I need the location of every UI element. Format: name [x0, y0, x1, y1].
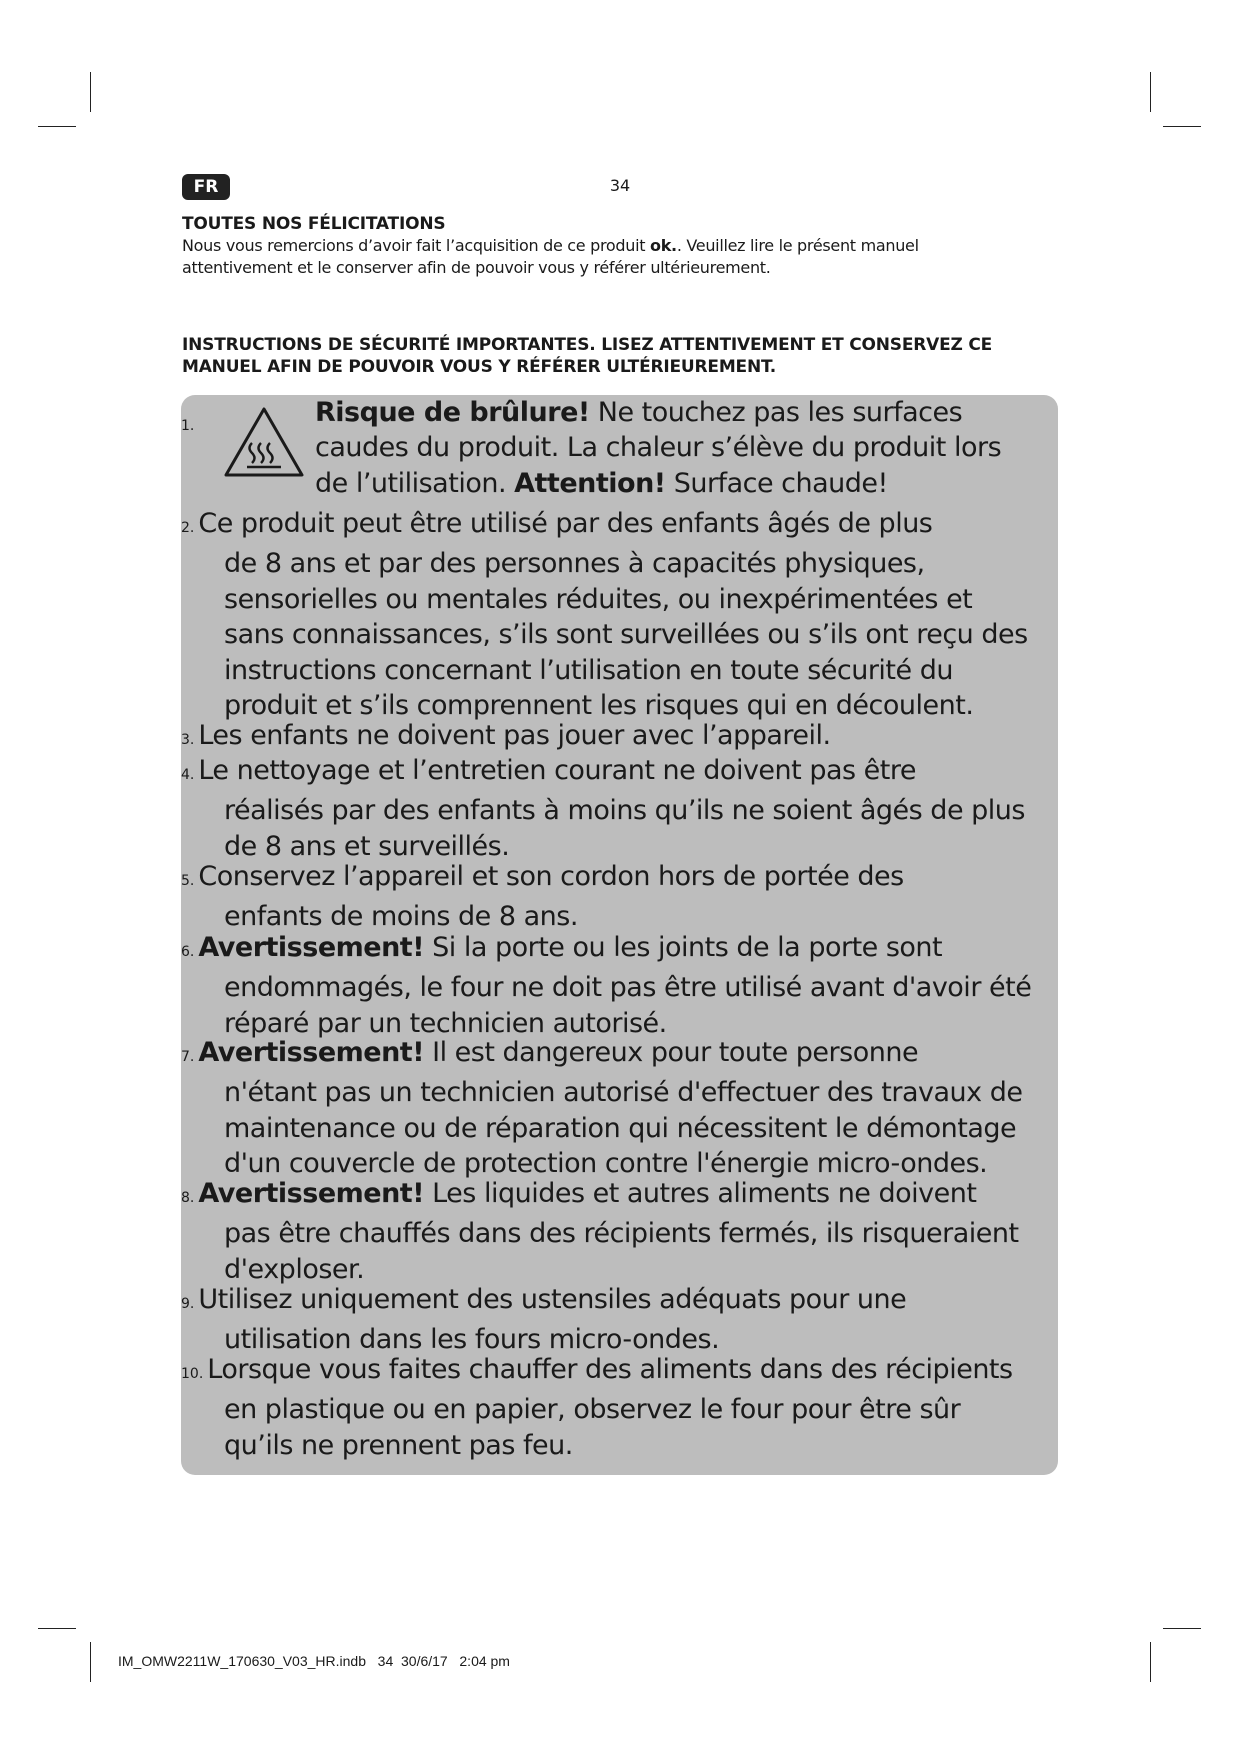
- item-text: Le nettoyage et l’entretien courant ne doivent pas être: [198, 755, 916, 786]
- item-line: produit et s’ils comprennent les risques qui en découlent.: [224, 690, 974, 722]
- item-line: [181, 753, 1058, 793]
- crop-mark: [1163, 1628, 1201, 1629]
- safety-item-9: [181, 1282, 1058, 1358]
- item-text: Utilisez uniquement des ustensiles adéquats pour une: [198, 1284, 907, 1315]
- item-line: n'étant pas un technicien autorisé d'effectuer des travaux de: [224, 1077, 1023, 1109]
- item-line: réparé par un technicien autorisé.: [224, 1007, 667, 1039]
- print-file-info: IM_OMW2211W_170630_V03_HR.indb 34 30/6/17 2:04 pm: [118, 1653, 510, 1669]
- intro-text-line: attentivement et le conserver afin de pouvoir vous y référer ultérieurement.: [182, 258, 771, 277]
- intro-text-part: Nous vous remercions d’avoir fait l’acquisition de ce produit: [182, 236, 650, 255]
- crop-mark: [1150, 72, 1151, 112]
- item-line: [181, 1352, 1058, 1392]
- item-line: [315, 466, 1055, 501]
- crop-mark: [90, 1642, 91, 1682]
- safety-item-7: [181, 1035, 1058, 1182]
- safety-instructions-heading: [182, 334, 1062, 378]
- item-bold: Avertissement!: [198, 1037, 425, 1068]
- item-line: en plastique ou en papier, observez le four pour être sûr: [224, 1394, 961, 1426]
- item-number: 1.: [181, 418, 195, 434]
- item-line: utilisation dans les fours micro-ondes.: [224, 1324, 720, 1356]
- item-number: 9.: [181, 1296, 195, 1312]
- item-line: qu’ils ne prennent pas feu.: [224, 1429, 573, 1461]
- safety-item-4: [181, 753, 1058, 864]
- item-text: Il est dangereux pour toute personne: [424, 1037, 919, 1068]
- intro-text-part: . Veuillez lire le présent manuel: [676, 236, 919, 255]
- crop-mark: [1163, 126, 1201, 127]
- item-line: [315, 395, 1055, 430]
- item-text: Ce produit peut être utilisé par des enfants âgés de plus: [198, 508, 933, 539]
- crop-mark: [38, 126, 76, 127]
- safety-item-1: [315, 395, 1055, 501]
- safety-warning-panel: [181, 395, 1058, 1475]
- item-text: de l’utilisation.: [315, 467, 515, 499]
- item-number: 7.: [181, 1049, 195, 1065]
- item-number: 10.: [181, 1366, 204, 1382]
- item-number: 6.: [181, 944, 195, 960]
- item-line: [181, 506, 1058, 546]
- item-bold: Avertissement!: [198, 1178, 425, 1209]
- item-line: de 8 ans et surveillés.: [224, 830, 510, 862]
- item-line: sans connaissances, s’ils sont surveillées ou s’ils ont reçu des: [224, 619, 1028, 651]
- safety-item-10: [181, 1352, 1058, 1463]
- item-number: 8.: [181, 1190, 195, 1206]
- brand-name: ok.: [650, 236, 677, 255]
- item-line: de 8 ans et par des personnes à capacités physiques,: [224, 548, 925, 580]
- item-text: Conservez l’appareil et son cordon hors de portée des: [198, 861, 904, 892]
- item-text: Surface chaude!: [665, 467, 888, 499]
- item-number: 4.: [181, 767, 195, 783]
- item-line: pas être chauffés dans des récipients fermés, ils risqueraient: [224, 1218, 1019, 1250]
- item-line: instructions concernant l’utilisation en toute sécurité du: [224, 654, 953, 686]
- item-bold: Avertissement!: [198, 932, 425, 963]
- item-bold: Attention!: [514, 467, 666, 499]
- language-badge: FR: [182, 174, 230, 200]
- item-line: caudes du produit. La chaleur s’élève du produit lors: [315, 432, 1002, 464]
- item-bold: Risque de brûlure!: [315, 397, 590, 428]
- crop-mark: [90, 72, 91, 112]
- item-line: [181, 859, 1058, 899]
- item-line: maintenance ou de réparation qui nécessitent le démontage: [224, 1112, 1017, 1144]
- congratulations-title: TOUTES NOS FÉLICITATIONS: [182, 214, 446, 234]
- heading-line: INSTRUCTIONS DE SÉCURITÉ IMPORTANTES. LISEZ ATTENTIVEMENT ET CONSERVEZ CE: [182, 335, 993, 355]
- item-text: Ne touchez pas les surfaces: [589, 397, 963, 428]
- item-line: [181, 1176, 1058, 1216]
- item-text: Lorsque vous faites chauffer des aliments dans des récipients: [207, 1354, 1013, 1385]
- item-text: Les liquides et autres aliments ne doivent: [424, 1178, 977, 1209]
- crop-mark: [1150, 1642, 1151, 1682]
- item-text: Si la porte ou les joints de la porte sont: [424, 932, 943, 963]
- item-number: 5.: [181, 873, 195, 889]
- page-number: 34: [609, 176, 631, 195]
- item-number: 2.: [181, 520, 195, 536]
- safety-item-8: [181, 1176, 1058, 1287]
- item-line: d'un couvercle de protection contre l'énergie micro-ondes.: [224, 1148, 988, 1180]
- hot-surface-warning-icon: [223, 405, 305, 479]
- item-line: endommagés, le four ne doit pas être utilisé avant d'avoir été: [224, 972, 1032, 1004]
- safety-item-2: [181, 506, 1058, 723]
- item-line: [181, 930, 1058, 970]
- item-line: d'exploser.: [224, 1253, 365, 1285]
- item-line: sensorielles ou mentales réduites, ou inexpérimentées et: [224, 583, 973, 615]
- safety-item-5: [181, 859, 1058, 935]
- heading-line: MANUEL AFIN DE POUVOIR VOUS Y RÉFÉRER ULTÉRIEUREMENT.: [182, 357, 777, 377]
- item-number: 3.: [181, 732, 195, 748]
- intro-paragraph: [182, 235, 1042, 279]
- item-line: [181, 1282, 1058, 1322]
- item-line: enfants de moins de 8 ans.: [224, 901, 578, 933]
- safety-item-6: [181, 930, 1058, 1041]
- item-text: Les enfants ne doivent pas jouer avec l’appareil.: [198, 720, 831, 751]
- item-line: réalisés par des enfants à moins qu’ils ne soient âgés de plus: [224, 795, 1025, 827]
- crop-mark: [38, 1628, 76, 1629]
- item-line: [181, 1035, 1058, 1075]
